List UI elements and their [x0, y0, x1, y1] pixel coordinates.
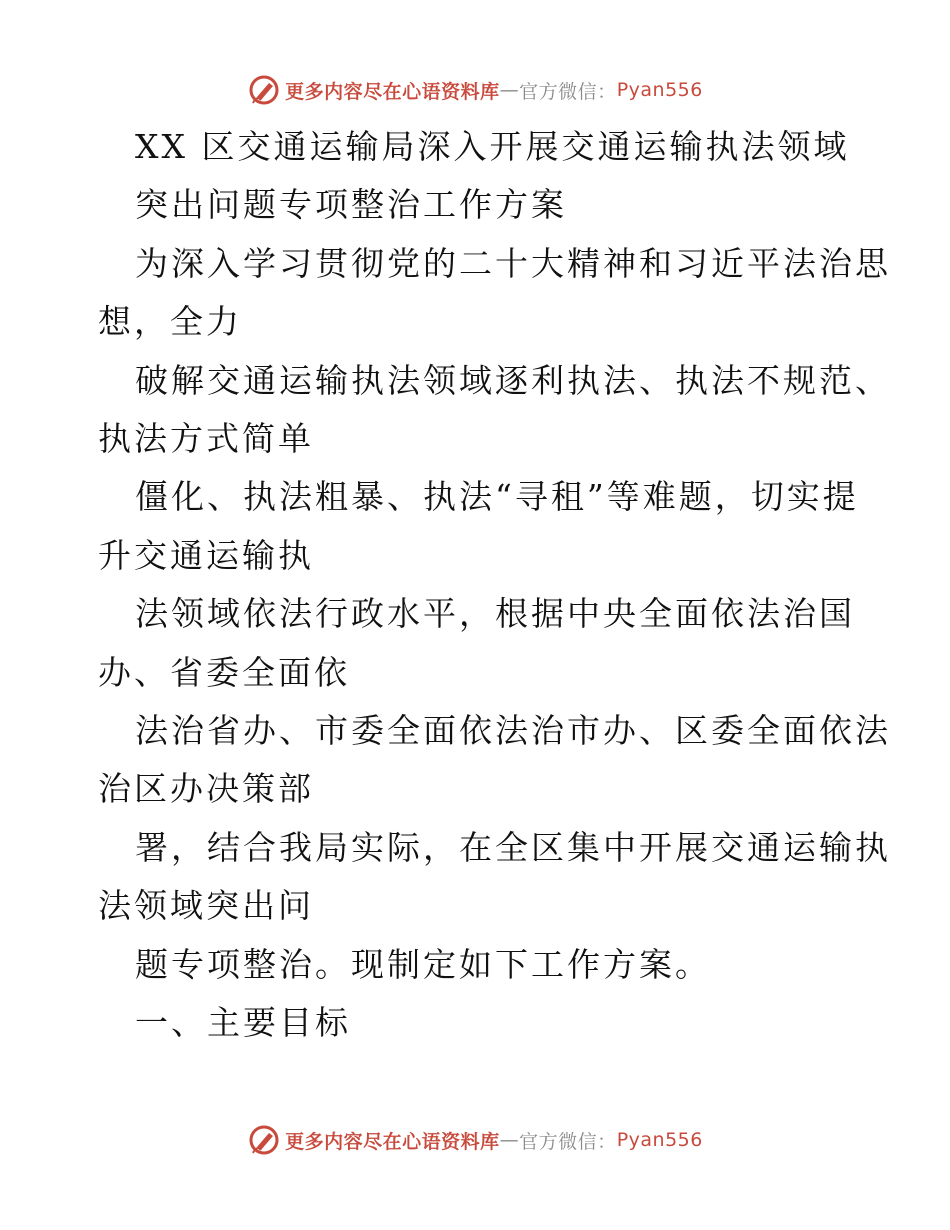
paragraph-line: 法治省办、市委全面依法治市办、区委全面依法 [135, 711, 891, 750]
watermark-main-text: 更多内容尽在心语资料库 [285, 80, 500, 103]
paragraph-line: 办、省委全面依 [98, 653, 350, 692]
footer-watermark [0, 1120, 950, 1160]
pen-logo-icon [247, 73, 281, 107]
paragraph-line: 法领域依法行政水平，根据中央全面依法治国 [135, 594, 855, 633]
pen-logo-icon [247, 1123, 281, 1157]
paragraph-line: 升交通运输执 [98, 536, 314, 575]
paragraph-line: 僵化、执法粗暴、执法“寻租”等难题，切实提 [135, 477, 859, 516]
paragraph-line: 为深入学习贯彻党的二十大精神和习近平法治思 [135, 244, 891, 283]
paragraph-line: 题专项整治。现制定如下工作方案。 [135, 945, 711, 984]
paragraph-line: 署，结合我局实际，在全区集中开展交通运输执 [135, 828, 891, 867]
paragraph-line: 治区办决策部 [98, 769, 314, 808]
section-heading: 一、主要目标 [135, 1003, 351, 1042]
header-watermark [0, 70, 950, 110]
document-title-line-1: XX 区交通运输局深入开展交通运输执法领域 [135, 127, 850, 166]
watermark-wechat-id: Pyan556 [616, 1129, 703, 1151]
watermark-dash: — [499, 1129, 520, 1151]
watermark-wechat-id: Pyan556 [616, 79, 703, 101]
watermark-sub-text: 官方微信： [519, 80, 617, 103]
document-title-line-2: 突出问题专项整治工作方案 [135, 185, 567, 224]
watermark-dash: — [499, 79, 520, 101]
paragraph-line: 执法方式简单 [98, 419, 314, 458]
paragraph-line: 破解交通运输执法领域逐利执法、执法不规范、 [135, 361, 891, 400]
watermark-sub-text: 官方微信： [519, 1130, 617, 1153]
watermark-main-text: 更多内容尽在心语资料库 [285, 1130, 500, 1153]
paragraph-line: 法领域突出问 [98, 886, 314, 925]
paragraph-line: 想，全力 [98, 302, 242, 341]
